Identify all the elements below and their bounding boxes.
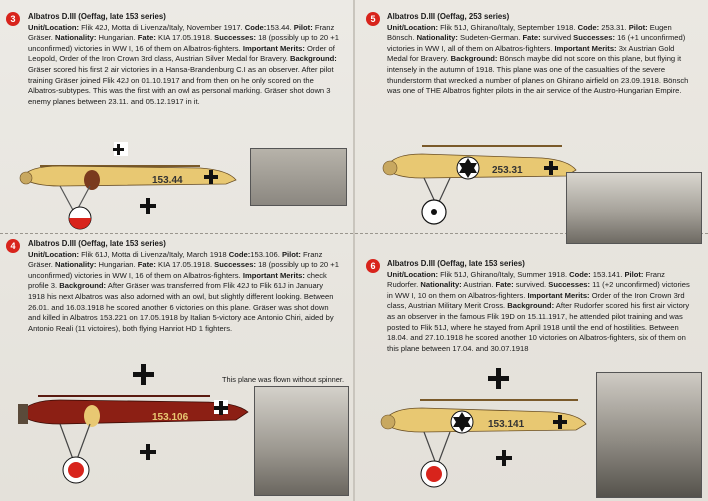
aircraft-serial: 253.31 xyxy=(492,165,523,176)
profile-title: Albatros D.III (Oeffag, late 153 series) xyxy=(387,259,525,268)
label-fate: Fate: xyxy=(137,260,156,270)
background: After Gräser was transferred from Flik 42J to Flik 61J in January 1918 his next Albatros was also adorned with an owl, but slightly different looking. Between 26.01. and 16.03.1918 he scored another 6 victories on this plane. Gräser was shot down and killed in Albatros 153.221 on 17.05.1918 by Italian 5-victory ace Antonio Chiri, aided by Antonio Reali (11 victoires), both flying Hanriot HD 1 fighters. xyxy=(28,281,334,333)
label-background: Background: xyxy=(507,301,555,311)
historic-photo-5 xyxy=(566,172,702,244)
label-pilot: Pilot: xyxy=(281,249,301,259)
profile-title: Albatros D.III (Oeffag, late 153 series) xyxy=(28,239,166,248)
profile-number-badge: 4 xyxy=(6,239,20,253)
code-value: 253.31. xyxy=(599,22,629,32)
successes: 18 (possibly up to 20 +1 unconfirmed) victories in WW I, 16 of them on Albatros-fighters. xyxy=(28,33,339,53)
label-unit: Unit/Location: xyxy=(28,22,80,32)
owl-emblem xyxy=(84,170,100,190)
background: Bönsch maybe did not score on this plane, but flying it intensely in the autumn of 1918. This plane was one of the casualties of the severe thunderstorm that wrecked a number of planes on Ghirano airfield on 23.09.1918. Bönsch was one of THE Albatros fighter pilots in the air service of the Austro-Hungarian Empire. xyxy=(387,54,689,96)
lower-wing-cross xyxy=(140,444,156,460)
background: After Rudorfer scored his first air victory as an observer in the famous Flik 19D on 15.11.1917, he attended pilot training and was posted to Flik 51J, where he stayed from April 1918 until the end of hostilities. Between 18.04. and 27.10.1918 he scored another 10 victories on Albatros-fighters, six of them on this plane between 17.04. and 30.07.1918 xyxy=(387,301,690,353)
lower-wing-cross xyxy=(496,450,512,466)
label-merits: Important Merits: xyxy=(242,270,305,280)
profile-number-badge: 3 xyxy=(6,12,20,26)
profile-4-text xyxy=(28,239,340,334)
nationality: Hungarian. xyxy=(96,260,138,270)
aircraft-profile-4 xyxy=(0,362,255,498)
label-code: Code: xyxy=(244,22,267,32)
pilot-name: Franz Gräser. xyxy=(28,249,323,270)
label-successes: Successes: xyxy=(214,260,256,270)
unit-location: Flik 42J, Motta di Livenza/Italy, November 1917. xyxy=(79,22,245,32)
pilot-name: Eugen Bönsch. xyxy=(387,22,672,43)
pilot-name: Franz Rudorfer. xyxy=(387,269,665,290)
label-nationality: Nationality: xyxy=(55,260,97,270)
background: Gräser scored his first 2 air victories in a Hansa-Brandenburg C.I as an observer. After pilot training Gräser joined Flik 42J on 01.10.1917 and from then on he only scored on the Albatros-subtypes. This was the first with an owl as personal marking. Gräser shot down 3 enemy planes between 23.11. and 05.12.1917 in it. xyxy=(28,64,334,106)
lower-wing-cross xyxy=(140,198,156,214)
aircraft-profile-6 xyxy=(362,366,592,496)
label-successes: Successes: xyxy=(573,33,615,43)
aircraft-serial: 153.106 xyxy=(152,412,189,423)
profile-5-text xyxy=(387,12,697,97)
code-value: 153.141. xyxy=(590,269,625,279)
label-nationality: Nationality: xyxy=(420,280,462,290)
profile-3-text xyxy=(28,12,340,107)
label-merits: Important Merits: xyxy=(242,43,305,53)
page-spine xyxy=(353,0,355,501)
label-background: Background: xyxy=(289,54,337,64)
label-pilot: Pilot: xyxy=(293,22,313,32)
engine-nose xyxy=(18,404,28,424)
top-wing-cross xyxy=(488,368,509,389)
fuselage xyxy=(20,400,248,424)
profile-number-badge: 5 xyxy=(366,12,380,26)
successes: 11 (+2 unconfirmed) victories in WW I, 10 on them on Albatros-fighters. xyxy=(387,280,690,300)
label-unit: Unit/Location: xyxy=(387,22,439,32)
fate: survived xyxy=(540,33,574,43)
unit-location: Flik 51J, Ghirano/Italy, September 1918. xyxy=(438,22,578,32)
fate: KIA 17.05.1918. xyxy=(155,260,215,270)
label-merits: Important Merits: xyxy=(554,43,617,53)
code-value: 153.106. xyxy=(250,249,282,259)
nationality: Sudeten-German. xyxy=(457,33,523,43)
aircraft-serial: 153.141 xyxy=(488,419,525,430)
label-nationality: Nationality: xyxy=(55,33,97,43)
label-fate: Fate: xyxy=(495,280,514,290)
unit-location: Flik 61J, Motta di Livenza/Italy, March 1918 xyxy=(79,249,229,259)
historic-photo-3 xyxy=(250,148,347,206)
spinner xyxy=(381,415,395,429)
merits: check profile 3. xyxy=(28,270,327,291)
spinner xyxy=(20,172,32,184)
photo-caption: This plane was flown without spinner. xyxy=(222,375,345,384)
label-unit: Unit/Location: xyxy=(28,249,80,259)
merits: Order of the Iron Crown 3rd class, Austrian Military Merit Cross. xyxy=(387,290,685,311)
nationality: Hungarian. xyxy=(96,33,138,43)
label-code: Code: xyxy=(577,22,600,32)
owl-emblem xyxy=(84,405,100,427)
merits: Order of Leopold, Order of the Iron Crown 3rd class, Austrian Silver Medal for Bravery. xyxy=(28,43,335,64)
label-fate: Fate: xyxy=(137,33,156,43)
label-unit: Unit/Location: xyxy=(387,269,439,279)
profile-title: Albatros D.III (Oeffag, late 153 series) xyxy=(28,12,166,21)
label-code: Code: xyxy=(228,249,251,259)
aircraft-serial: 153.44 xyxy=(152,175,183,186)
label-background: Background: xyxy=(450,54,498,64)
fate: KIA 17.05.1918. xyxy=(155,33,215,43)
label-pilot: Pilot: xyxy=(624,269,644,279)
fuselage xyxy=(22,166,236,186)
merits: 3x Austrian Gold Medal for Bravery. xyxy=(387,43,675,64)
successes: 16 (+1 unconfirmed) victories in WW I, all of them on Albatros-fighters. xyxy=(387,33,686,53)
spinner xyxy=(383,161,397,175)
profile-number-badge: 6 xyxy=(366,259,380,273)
label-background: Background: xyxy=(59,281,107,291)
label-merits: Important Merits: xyxy=(527,290,590,300)
successes: 18 (possibly up to 20 +1 unconfirmed) victories in WW I, 16 of them on Albatros-fighters. xyxy=(28,260,339,280)
code-value: 153.44. xyxy=(266,22,294,32)
unit-location: Flik 51J, Ghirano/Italy, Summer 1918. xyxy=(438,269,570,279)
top-wing-cross xyxy=(133,364,154,385)
label-nationality: Nationality: xyxy=(416,33,458,43)
label-successes: Successes: xyxy=(548,280,591,290)
historic-photo-4 xyxy=(254,386,349,496)
label-pilot: Pilot: xyxy=(628,22,648,32)
label-fate: Fate: xyxy=(522,33,541,43)
profile-title: Albatros D.III (Oeffag, 253 series) xyxy=(387,12,510,21)
aircraft-profile-3 xyxy=(0,140,250,232)
fate: survived. xyxy=(513,280,549,290)
label-successes: Successes: xyxy=(214,33,256,43)
label-code: Code: xyxy=(569,269,591,279)
tail-cross xyxy=(214,400,228,415)
nationality: Austrian. xyxy=(461,280,496,290)
top-wing-cross xyxy=(113,142,128,156)
pilot-name: Franz Gräser. xyxy=(28,22,335,43)
historic-photo-6 xyxy=(596,372,702,498)
aircraft-profile-5 xyxy=(362,118,582,230)
profile-6-text xyxy=(387,259,697,354)
